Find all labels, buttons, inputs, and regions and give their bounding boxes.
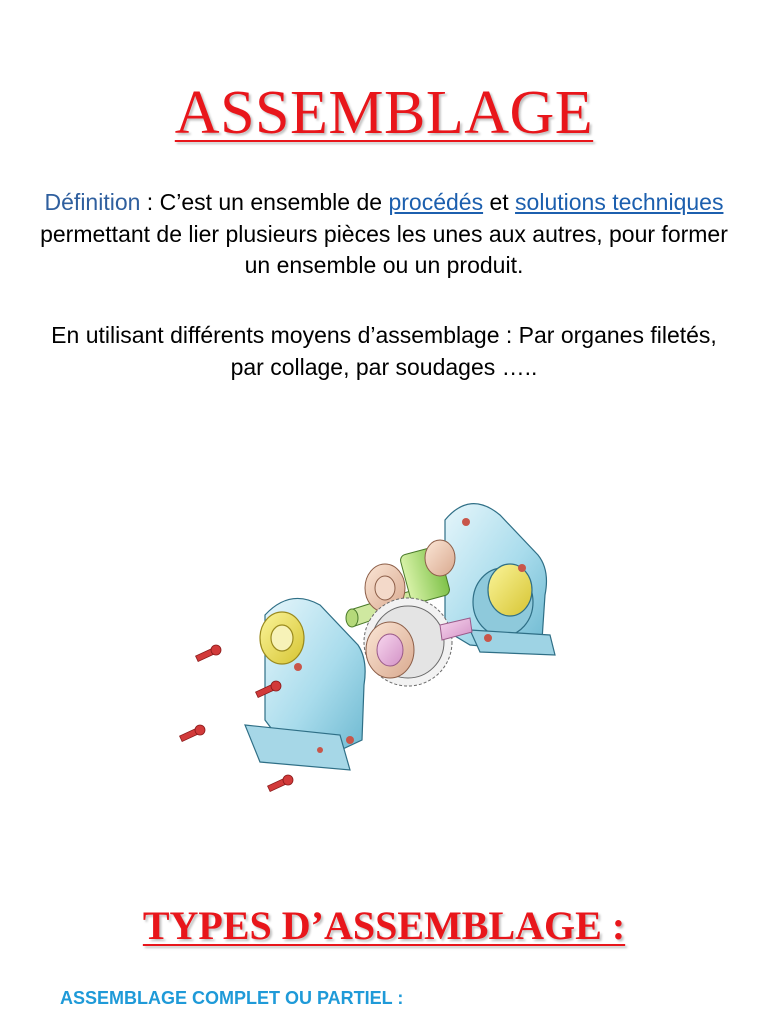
methods-paragraph: En utilisant différents moyens d’assemblage : Par organes filetés, par collage, par soudages ….. [51, 322, 717, 380]
definition-text-1: C’est un ensemble de [159, 189, 389, 215]
link-solutions-techniques[interactable]: solutions techniques [515, 189, 724, 215]
definition-separator: : [140, 189, 160, 215]
bolt-1 [196, 645, 221, 662]
definition-text-3: permettant de lier plusieurs pièces les unes aux autres, pour former un ensemble ou un produit. [40, 220, 728, 278]
bolt-3 [180, 725, 205, 742]
definition-text-2: et [483, 189, 516, 215]
page-title: ASSEMBLAGE [174, 79, 594, 147]
gearbox-exploded-illustration [170, 470, 610, 810]
definition-paragraph [40, 187, 728, 282]
gearbox-drawing [170, 470, 610, 810]
subheading: ASSEMBLAGE COMPLET OU PARTIEL : [60, 988, 404, 1008]
section-title: TYPES D’ASSEMBLAGE : [142, 903, 626, 948]
bolt-4 [268, 775, 293, 792]
link-procedes[interactable]: procédés [388, 189, 484, 215]
definition-label: Définition [44, 189, 141, 215]
